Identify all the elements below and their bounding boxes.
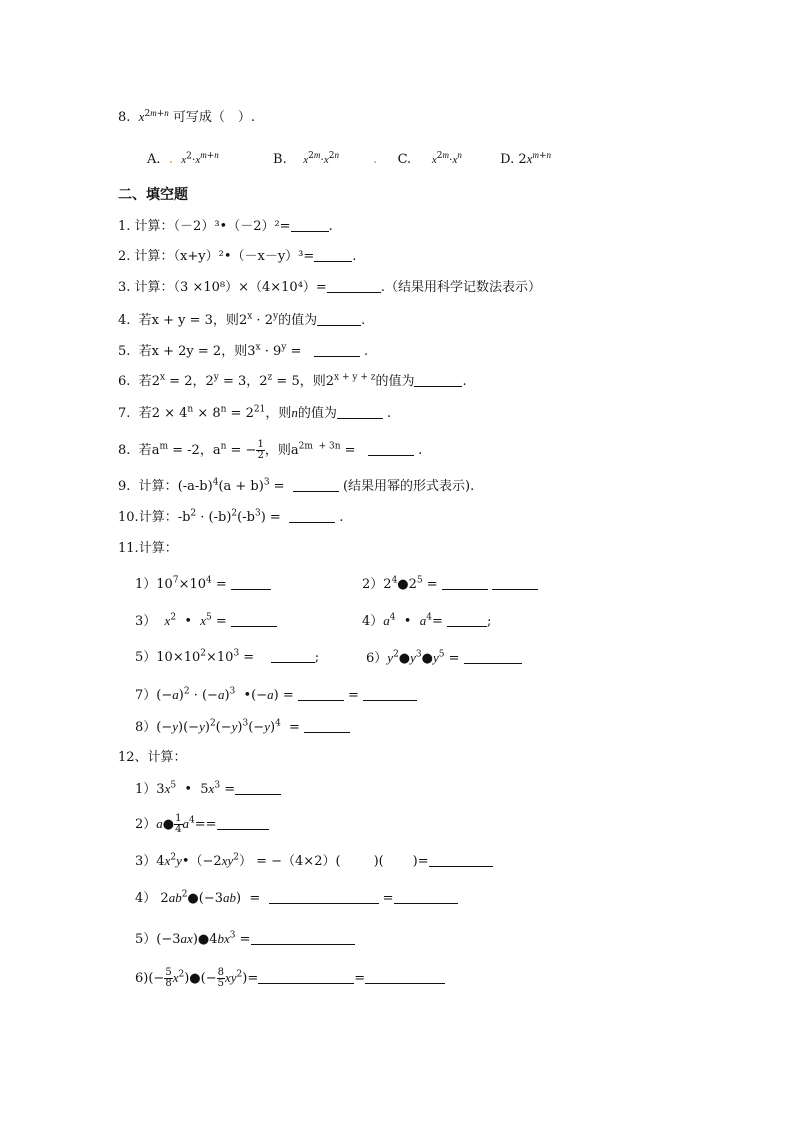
fraction: $\frac{8}{5}$ [217, 967, 224, 989]
fill-item-4: 4. 若x + y = 3，则$2^x \cdot 2^y$的值为 . [118, 311, 366, 328]
answer-blank[interactable] [414, 374, 462, 387]
question-number: 8. [118, 110, 131, 125]
fraction: $\frac{1}{4}$ [175, 813, 182, 835]
option-c[interactable]: C. $x^{2m}\cdot x^n$ [397, 150, 462, 167]
fill-item-9: 9. 计算：$(-a-b)^4(a + b)^3$ = (结果用幂的形式表示). [118, 477, 475, 494]
fraction: $\frac{1}{2}$ [257, 439, 264, 461]
question-8 [118, 108, 255, 127]
math-expression: $x^{2m+n}$ [138, 107, 169, 124]
sub-item-11-6: $6)y^2●y^3●y^5$ = [366, 649, 522, 668]
answer-blank[interactable] [327, 280, 381, 293]
answer-blank[interactable] [291, 219, 329, 232]
sub-item-12-4: 4） $2ab^2●(-3ab)$ = = [135, 889, 458, 908]
option-a[interactable]: A. . $x^2\cdot x^{m+n}$ [147, 150, 219, 167]
answer-blank[interactable] [258, 971, 354, 984]
sub-item-12-6: 6)(− $\frac{5}{8}$ $x^2)●(-$ $\frac{8}{5}$ $xy^2)=$ = [135, 968, 445, 989]
answer-blank[interactable] [231, 614, 277, 627]
answer-blank[interactable] [492, 577, 538, 590]
option-b[interactable]: B. $x^{2m}\cdot x^{2n}$ [273, 150, 340, 167]
fill-item-5: 5. 若x + 2y = 2，则$3^x \cdot 9^y$ = . [118, 342, 369, 359]
sub-item-11-1: $1)10^7\times 10^4$ = [135, 576, 271, 594]
sub-item-12-5: $5)(-3ax)●4bx^3$ = [135, 930, 355, 949]
answer-blank[interactable] [429, 854, 493, 867]
answer-blank[interactable] [304, 720, 350, 733]
answer-blank[interactable] [289, 510, 335, 523]
answer-blank[interactable] [394, 891, 458, 904]
sub-item-11-4: $4)a^4$ • $a^4=$ ; [362, 612, 492, 629]
sub-item-11-5: $5)10\times 10^2\times 10^3$ = ; [135, 648, 320, 665]
section-title: 二、填空题 [118, 187, 188, 203]
fill-item-6: 6. 若$2^x = 2$，$2^y = 3$，$2^z = 5$，则$2^{x + y + z}$的值为 . [118, 372, 467, 389]
answer-blank[interactable] [298, 688, 344, 701]
answer-blank[interactable] [317, 313, 361, 326]
fraction: $\frac{5}{8}$ [165, 967, 172, 989]
answer-blank[interactable] [442, 577, 488, 590]
fill-item-8: 8. 若$a^m = -2$，$a^n$ = − $\frac{1}{2}$ ，则$a^{2m + 3n}$ = . [118, 439, 423, 461]
answer-blank[interactable] [293, 479, 339, 492]
fill-item-12: 12、计算： [118, 750, 187, 765]
answer-blank[interactable] [363, 688, 417, 701]
sub-item-11-2: $2)2^4●2^5$ = [362, 576, 538, 594]
answer-blank[interactable] [314, 249, 352, 262]
answer-blank[interactable] [337, 406, 383, 419]
sub-item-12-1: $1)3x^5$ • $5x^3$ = [135, 780, 281, 799]
question-text: 可写成（ ）. [172, 110, 256, 125]
question-8-options: A. . $x^2\cdot x^{m+n}$ B. $x^{2m}\cdot x^{2n}$ . C. $x^{2m}\cdot x^n$ D. $2x^{m+n}$ [147, 149, 551, 167]
sub-item-11-3: 3） $x^2$ • $x^5$ = [135, 612, 277, 631]
answer-blank[interactable] [365, 971, 445, 984]
sub-item-11-8: $8)(-y)(-y)^2(-y)^3(-y)^4$ = [135, 718, 350, 737]
sub-item-11-7: $7)(-a)^2 \cdot (-a)^3$ •(−a) = = [135, 686, 417, 705]
answer-blank[interactable] [217, 817, 269, 830]
answer-blank[interactable] [269, 891, 379, 904]
fill-item-1: 1. 计算：（－2）³•（－2）²= . [118, 219, 333, 234]
fill-item-7: 7. 若$2 \times 4^n \times 8^n = 2^{21}$，则n的值为 . [118, 404, 392, 421]
answer-blank[interactable] [314, 344, 360, 357]
fill-item-10: 10.计算：$-b^2 \cdot (-b)^2(-b^3)$ = . [118, 508, 344, 525]
answer-blank[interactable] [251, 932, 355, 945]
answer-blank[interactable] [464, 651, 522, 664]
answer-blank[interactable] [235, 782, 281, 795]
sub-item-12-2: 2）a● $\frac{1}{4}$ $a^4==$ [135, 814, 269, 835]
fill-item-2: 2. 计算：（x+y）²•（－x－y）³= . [118, 249, 357, 264]
answer-blank[interactable] [231, 577, 271, 590]
answer-blank[interactable] [368, 443, 414, 456]
answer-blank[interactable] [447, 614, 487, 627]
fill-item-11: 11.计算： [118, 541, 178, 556]
fill-item-3: 3. 计算：（3 ×10⁸）×（4×10⁴）= .（结果用科学记数法表示） [118, 280, 541, 295]
sub-item-12-3: $3)4x^2y•(-2xy^2) = -(4\times 2)$( )( )= [135, 852, 493, 871]
answer-blank[interactable] [271, 650, 315, 663]
option-d[interactable]: D. $2x^{m+n}$ [500, 149, 551, 167]
